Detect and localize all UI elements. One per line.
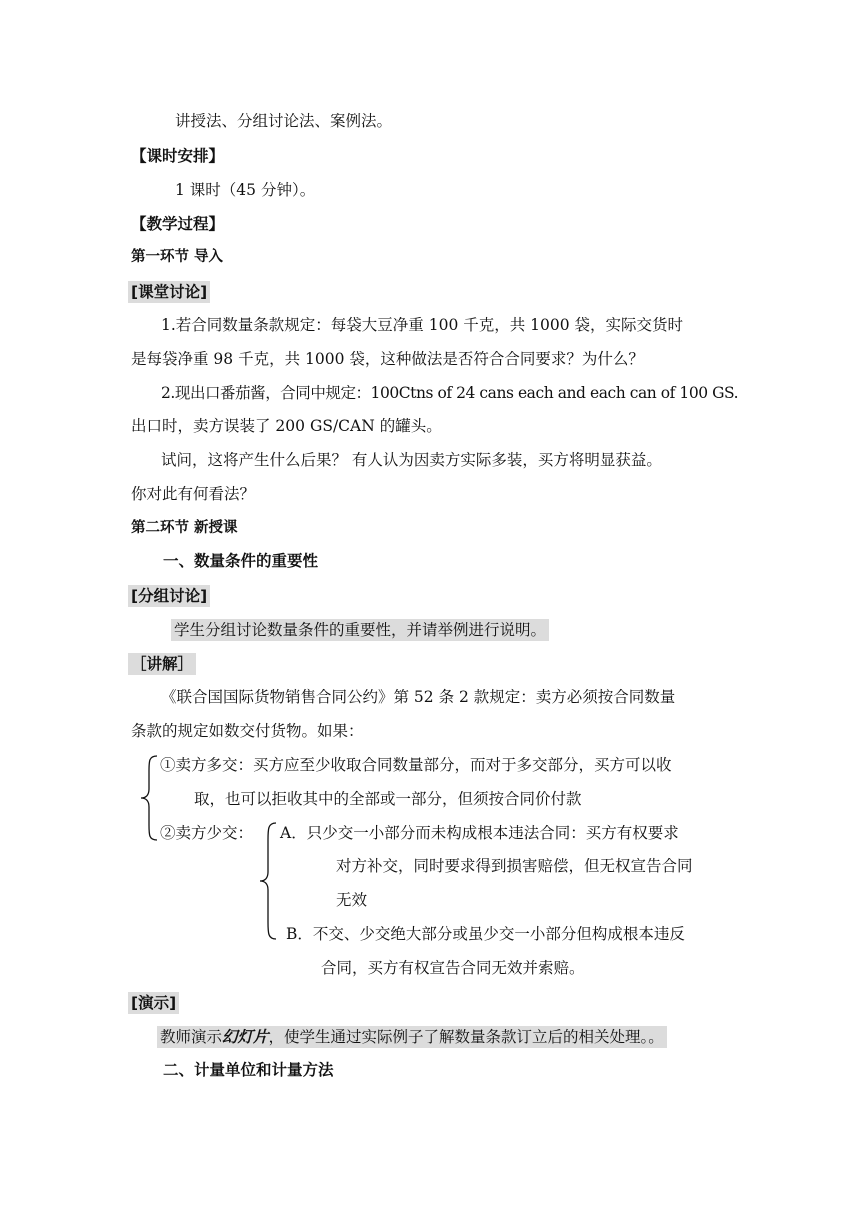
question2-line1: 2.现出口番茄酱，合同中规定：100Ctns of 24 cans each and each can of 100 GS. xyxy=(161,384,739,402)
demo-text-before: 教师演示 xyxy=(160,1028,223,1046)
group-discussion-tag: [分组讨论] xyxy=(128,585,210,607)
left-curly-brace-icon xyxy=(138,753,160,843)
lecture-line1: 《联合国国际货物销售合同公约》第 52 条 2 款规定：卖方必须按合同数量 xyxy=(161,688,676,706)
section2-title: 二、计量单位和计量方法 xyxy=(163,1061,334,1079)
case-a-line3: 无效 xyxy=(336,891,368,909)
question1-line1: 1.若合同数量条款规定：每袋大豆净重 100 千克，共 1000 袋，实际交货时 xyxy=(161,316,684,334)
case-a-line2: 对方补交，同时要求得到损害赔偿，但无权宣告合同 xyxy=(336,857,693,875)
teaching-methods-line: 讲授法、分组讨论法、案例法。 xyxy=(175,112,393,130)
slides-emphasis: 幻灯片 xyxy=(222,1027,269,1046)
part1-title: 第一环节 导入 xyxy=(131,249,224,265)
question3-line1: 试问，这将产生什么后果？ 有人认为因卖方实际多装，买方将明显获益。 xyxy=(161,451,662,469)
demo-text xyxy=(157,1026,667,1048)
question2-line2: 出口时，卖方误装了 200 GS/CAN 的罐头。 xyxy=(131,417,442,435)
case-b-line1: B．不交、少交绝大部分或虽少交一小部分但构成根本违反 xyxy=(286,925,685,943)
case-over-delivery-line2: 取，也可以拒收其中的全部或一部分，但须按合同价付款 xyxy=(194,790,582,808)
section1-title: 一、数量条件的重要性 xyxy=(163,552,319,570)
class-discussion-tag: [课堂讨论] xyxy=(128,281,210,303)
case-a-line1: A．只少交一小部分而未构成根本违法合同：买方有权要求 xyxy=(280,824,679,842)
inner-curly-brace-icon xyxy=(257,820,279,942)
case-b-line2: 合同，买方有权宣告合同无效并索赔。 xyxy=(321,959,585,977)
lecture-line2: 条款的规定如数交付货物。如果： xyxy=(131,722,364,740)
process-heading: 【教学过程】 xyxy=(131,215,225,233)
group-discussion-text: 学生分组讨论数量条件的重要性，并请举例进行说明。 xyxy=(171,619,549,641)
demo-tag: [演示] xyxy=(128,992,179,1014)
case-over-delivery-line1: ①卖方多交：买方应至少收取合同数量部分，而对于多交部分，买方可以收 xyxy=(160,756,672,774)
demo-text-after: ，使学生通过实际例子了解数量条款订立后的相关处理。。 xyxy=(268,1028,664,1046)
question3-line2: 你对此有何看法？ xyxy=(131,485,256,503)
case-short-delivery-label: ②卖方少交： xyxy=(160,824,254,842)
part2-title: 第二环节 新授课 xyxy=(131,520,238,536)
schedule-content: 1 课时（45 分钟）。 xyxy=(175,181,316,199)
lecture-tag: ［讲解］ xyxy=(128,653,196,675)
schedule-heading: 【课时安排】 xyxy=(131,147,225,165)
question1-line2: 是每袋净重 98 千克，共 1000 袋，这种做法是否符合合同要求？为什么？ xyxy=(131,350,644,368)
